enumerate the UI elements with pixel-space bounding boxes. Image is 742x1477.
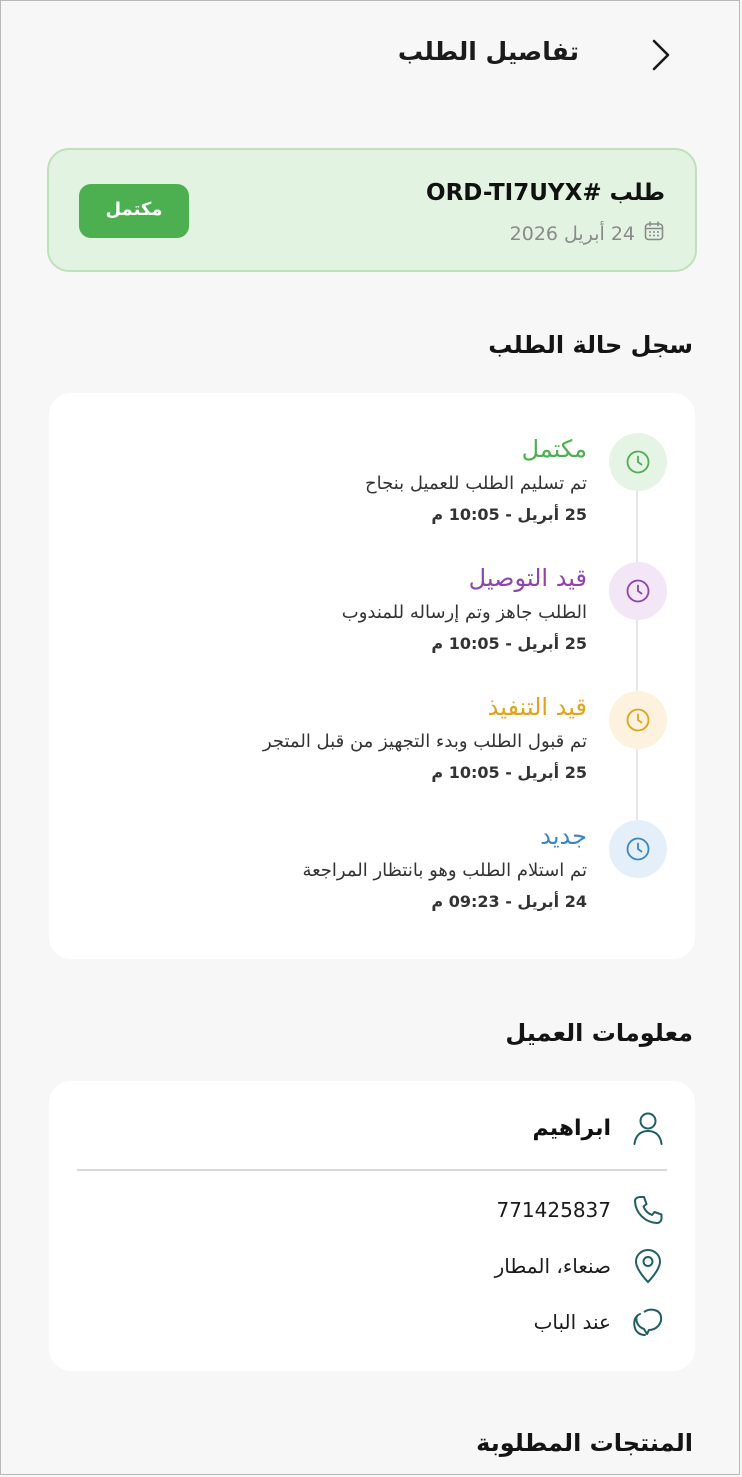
clock-icon — [625, 836, 651, 862]
chat-bubbles-icon — [629, 1303, 667, 1341]
customer-phone: 771425837 — [496, 1198, 611, 1222]
location-pin-icon — [629, 1247, 667, 1285]
timeline-status-title: مكتمل — [521, 435, 587, 463]
delivery-note: عند الباب — [533, 1310, 611, 1334]
timeline-status-description: تم استلام الطلب وهو بانتظار المراجعة — [302, 860, 587, 881]
customer-phone-row[interactable] — [496, 1191, 667, 1229]
timeline-item — [49, 536, 695, 653]
customer-info-card — [49, 1081, 695, 1371]
delivery-note-row — [534, 1303, 667, 1341]
order-date-row — [510, 220, 665, 247]
page-title: تفاصيل الطلب — [397, 37, 579, 66]
products-heading: المنتجات المطلوبة — [476, 1429, 693, 1457]
order-status-badge: مكتمل — [79, 184, 189, 238]
timeline-status-description: الطلب جاهز وتم إرساله للمندوب — [341, 602, 587, 623]
timeline-status-time: 25 أبريل - 10:05 م — [431, 634, 587, 653]
customer-name-row — [532, 1109, 667, 1147]
app-header — [1, 31, 739, 79]
order-date: 24 أبريل 2026 — [509, 222, 635, 245]
timeline-status-time: 25 أبريل - 10:05 م — [431, 763, 587, 782]
status-timeline-card — [49, 393, 695, 959]
timeline-status-time: 25 أبريل - 10:05 م — [431, 505, 587, 524]
user-icon — [629, 1109, 667, 1147]
timeline-status-title: قيد التنفيذ — [487, 693, 587, 721]
timeline-status-dot — [609, 820, 667, 878]
timeline-status-dot — [609, 691, 667, 749]
order-number: طلب #ORD-TI7UYX — [426, 180, 665, 206]
timeline-status-dot — [609, 562, 667, 620]
clock-icon — [625, 707, 651, 733]
customer-address-row — [495, 1247, 667, 1285]
timeline-heading: سجل حالة الطلب — [488, 331, 693, 359]
divider — [77, 1169, 667, 1171]
customer-heading: معلومات العميل — [505, 1019, 693, 1047]
phone-icon — [629, 1191, 667, 1229]
timeline-status-title: جديد — [540, 822, 587, 850]
back-button[interactable] — [641, 35, 681, 75]
calendar-icon — [643, 220, 665, 247]
timeline-status-title: قيد التوصيل — [468, 564, 587, 592]
clock-icon — [625, 578, 651, 604]
timeline-item — [49, 407, 695, 524]
timeline-status-time: 24 أبريل - 09:23 م — [431, 892, 587, 911]
timeline-item — [49, 794, 695, 911]
timeline-status-dot — [609, 433, 667, 491]
customer-address: صنعاء، المطار — [494, 1254, 611, 1278]
timeline-status-description: تم تسليم الطلب للعميل بنجاح — [365, 473, 587, 494]
order-summary-card — [47, 148, 697, 272]
customer-name: ابراهيم — [532, 1115, 611, 1141]
timeline-item — [49, 665, 695, 782]
chevron-right-icon — [650, 38, 672, 72]
clock-icon — [625, 449, 651, 475]
timeline-status-description: تم قبول الطلب وبدء التجهيز من قبل المتجر — [262, 731, 587, 752]
